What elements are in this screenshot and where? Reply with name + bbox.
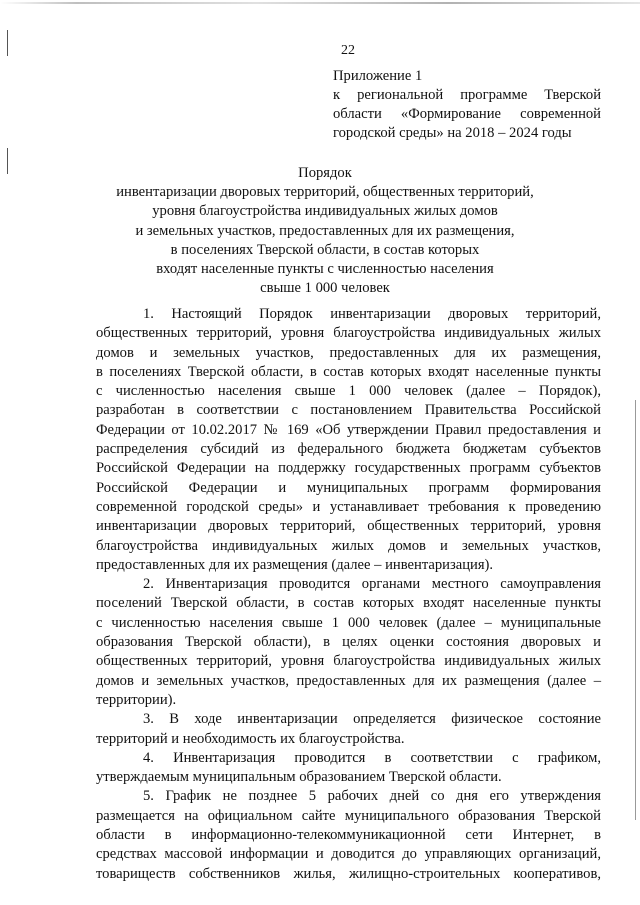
appendix-line: области «Формирование современной — [333, 106, 601, 122]
appendix-line: к региональной программе Тверской — [333, 87, 601, 103]
paragraph-line: современной городской среды» и устанавливает требования к проведению — [96, 498, 601, 515]
paragraph-line: общественных территорий, уровня благоустройства индивидуальных жилых — [96, 325, 601, 342]
scan-edge-top — [0, 2, 640, 4]
paragraph-line: 2. Инвентаризация проводится органами местного самоуправления — [143, 576, 601, 593]
paragraph-line: 3. В ходе инвентаризации определяется физическое состояние — [143, 711, 601, 728]
title-line: Порядок — [298, 165, 352, 181]
paragraph-line: Российской Федерации и муниципальных программ формирования — [96, 479, 601, 496]
paragraph-line: с численностью населения свыше 1 000 человек (далее – муниципальные — [96, 614, 601, 631]
page-number: 22 — [341, 43, 355, 58]
paragraph-line: Российской Федерации на поддержку государственных программ субъектов — [96, 460, 601, 477]
paragraph-line: Федерации от 10.02.2017 № 169 «Об утверждении Правил предоставления и — [96, 421, 601, 438]
scan-edge-right — [635, 400, 636, 820]
paragraph-line: утверждаемым муниципальным образованием Тверской области. — [96, 769, 502, 786]
paragraph-line: разработан в соответствии с постановлением Правительства Российской — [96, 402, 601, 419]
scan-edge-left — [7, 30, 8, 56]
paragraph — [96, 575, 601, 710]
paragraph-line: предоставленных для их размещения (далее – инвентаризация). — [96, 556, 494, 573]
paragraph-line: размещается на официальном сайте муниципального образования Тверской — [96, 807, 601, 824]
paragraph — [96, 787, 601, 883]
paragraph-line: поселений Тверской области, в состав которых входят населенные пункты — [96, 595, 601, 612]
paragraph-line: инвентаризации дворовых территорий, общественных территорий, уровня — [96, 518, 601, 535]
appendix-line: городской среды» на 2018 – 2024 годы — [333, 125, 572, 141]
paragraph-line: товариществ собственников жилья, жилищно-строительных кооперативов, — [96, 865, 601, 882]
paragraph-line: территорий и необходимость их благоустройства. — [96, 730, 405, 747]
paragraph-line: домов и земельных участков, предоставленных для их размещения, — [96, 344, 601, 361]
paragraph-line: территории). — [96, 691, 177, 708]
paragraph-line: 1. Настоящий Порядок инвентаризации дворовых территорий, — [143, 306, 601, 322]
title-line: свыше 1 000 человек — [260, 280, 390, 297]
document-title — [100, 164, 550, 298]
title-line: и земельных участков, предоставленных для их размещения, — [135, 222, 515, 239]
paragraph-line: образования Тверской области), в целях оценки состояния дворовых и — [96, 634, 601, 651]
title-line: входят населенные пункты с численностью населения — [156, 261, 494, 278]
paragraph — [96, 749, 601, 788]
title-line: инвентаризации дворовых территорий, общественных территорий, — [116, 184, 534, 201]
scan-edge-left — [7, 148, 8, 174]
paragraph-line: распределения субсидий из федерального бюджета бюджетам субъектов — [96, 441, 601, 458]
paragraph-line: общественных территорий, уровня благоустройства индивидуальных жилых — [96, 653, 601, 670]
title-line: в поселениях Тверской области, в состав которых — [170, 241, 480, 258]
paragraph-line: средствах массовой информации и доводится до управляющих организаций, — [96, 846, 601, 863]
paragraph — [96, 305, 601, 575]
paragraph-line: домов и земельных участков, предоставленных для их размещения (далее – — [96, 672, 601, 689]
paragraph-line: 4. Инвентаризация проводится в соответствии с графиком, — [143, 749, 601, 766]
paragraph-line: благоустройства индивидуальных жилых домов и земельных участков, — [96, 537, 601, 554]
paragraph-line: 5. График не позднее 5 рабочих дней со дня его утверждения — [143, 788, 601, 805]
title-line: уровня благоустройства индивидуальных жилых домов — [152, 203, 498, 220]
appendix-line: Приложение 1 — [333, 68, 423, 84]
paragraph-line: области в информационно-телекоммуникационной сети Интернет, в — [96, 827, 601, 844]
appendix-note — [333, 67, 601, 143]
document-body — [96, 305, 601, 884]
paragraph-line: в поселениях Тверской области, в состав которых входят населенные пункты — [96, 363, 601, 380]
paragraph — [96, 710, 601, 749]
paragraph-line: с численностью населения свыше 1 000 человек (далее – Порядок), — [96, 383, 601, 400]
